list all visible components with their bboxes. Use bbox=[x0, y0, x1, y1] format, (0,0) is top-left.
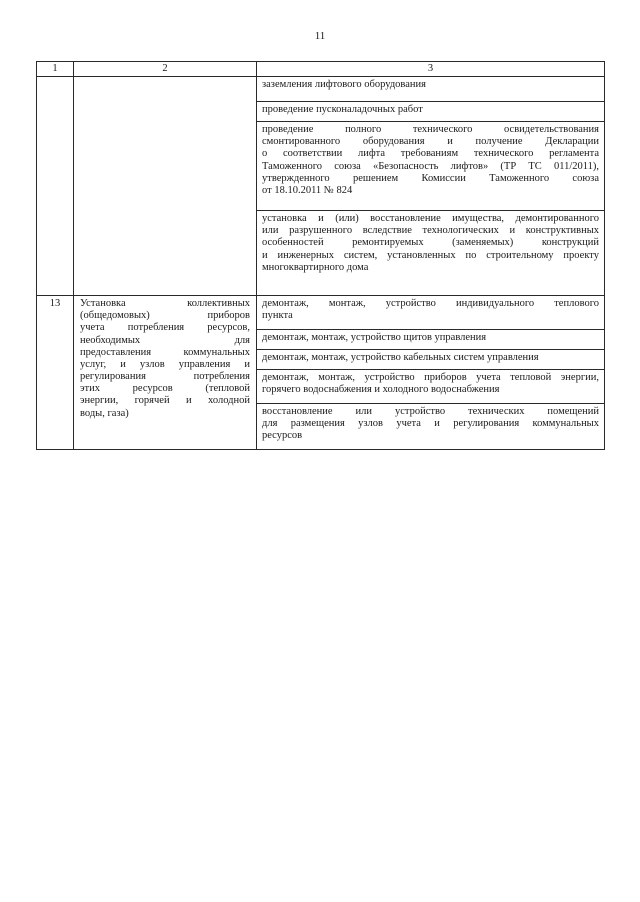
work-line: о соответствии лифта требованиям технического регламента bbox=[262, 148, 599, 160]
work-line: демонтаж, монтаж, устройство приборов учета тепловой энергии, bbox=[262, 372, 599, 383]
name-line: регулирования потребления bbox=[80, 371, 250, 383]
work-line: и инженерных систем, установленных по строительному проекту bbox=[262, 249, 599, 261]
work-line: утвержденного решением Комиссии Таможенного союза bbox=[262, 172, 599, 184]
work-line: многоквартирного дома bbox=[262, 261, 369, 273]
work-line: установка и (или) восстановление имущества, демонтированного bbox=[262, 213, 599, 224]
continued-row-number bbox=[37, 77, 74, 296]
page-number: 11 bbox=[314, 30, 326, 42]
header-row bbox=[37, 62, 605, 77]
work-line: проведение полного технического освидетельствования bbox=[262, 124, 599, 135]
name-line: необходимых для bbox=[80, 334, 250, 346]
name-line: этих ресурсов (тепловой bbox=[80, 383, 250, 395]
work-line: проведение пусконаладочных работ bbox=[262, 104, 423, 115]
work-line: горячего водоснабжения и холодного водоснабжения bbox=[262, 384, 500, 396]
work-line: смонтированного оборудования и получение Декларации bbox=[262, 136, 599, 148]
work-item bbox=[257, 350, 604, 370]
work-line: пункта bbox=[262, 310, 293, 322]
continued-row bbox=[37, 77, 605, 296]
work-line: от 18.10.2011 № 824 bbox=[262, 184, 353, 196]
name-line: предоставления коммунальных bbox=[80, 346, 250, 358]
works-table bbox=[36, 61, 605, 450]
work-item bbox=[257, 404, 604, 449]
work-line: особенностей ремонтируемых (заменяемых) конструкций bbox=[262, 237, 599, 249]
name-line: Установка коллективных bbox=[80, 298, 250, 309]
work-item bbox=[257, 211, 604, 279]
work-line: демонтаж, монтаж, устройство кабельных систем управления bbox=[262, 352, 539, 363]
work-line: Таможенного союза «Безопасность лифтов» (ТР ТС 011/2011), bbox=[262, 160, 599, 172]
row-13-number: 13 bbox=[37, 296, 74, 450]
row-13-name bbox=[74, 296, 257, 450]
work-line: демонтаж, монтаж, устройство щитов управления bbox=[262, 332, 487, 343]
continued-row-name bbox=[74, 77, 257, 296]
header-col-2: 2 bbox=[74, 62, 257, 77]
name-line: учета потребления ресурсов, bbox=[80, 322, 250, 334]
row-13 bbox=[37, 296, 605, 450]
name-line: (общедомовых) приборов bbox=[80, 310, 250, 322]
row-13-works bbox=[257, 296, 605, 450]
name-line: воды, газа) bbox=[80, 407, 129, 419]
work-item bbox=[257, 296, 604, 330]
work-line: восстановление или устройство технических помещений bbox=[262, 406, 599, 417]
work-line: демонтаж, монтаж, устройство индивидуального теплового bbox=[262, 298, 599, 309]
name-line: энергии, горячей и холодной bbox=[80, 395, 250, 407]
work-line: для размещения узлов учета и регулирования коммунальных bbox=[262, 418, 599, 430]
continued-row-works bbox=[257, 77, 605, 296]
work-item bbox=[257, 77, 604, 102]
name-line: услуг, и узлов управления и bbox=[80, 358, 250, 370]
work-item bbox=[257, 122, 604, 211]
work-line: или разрушенного вследствие технологических и конструктивных bbox=[262, 225, 599, 237]
work-line: заземления лифтового оборудования bbox=[262, 79, 426, 90]
header-col-1: 1 bbox=[37, 62, 74, 77]
header-col-3: 3 bbox=[257, 62, 605, 77]
work-item bbox=[257, 102, 604, 122]
work-item bbox=[257, 370, 604, 404]
work-line: ресурсов bbox=[262, 430, 303, 442]
work-item bbox=[257, 330, 604, 350]
